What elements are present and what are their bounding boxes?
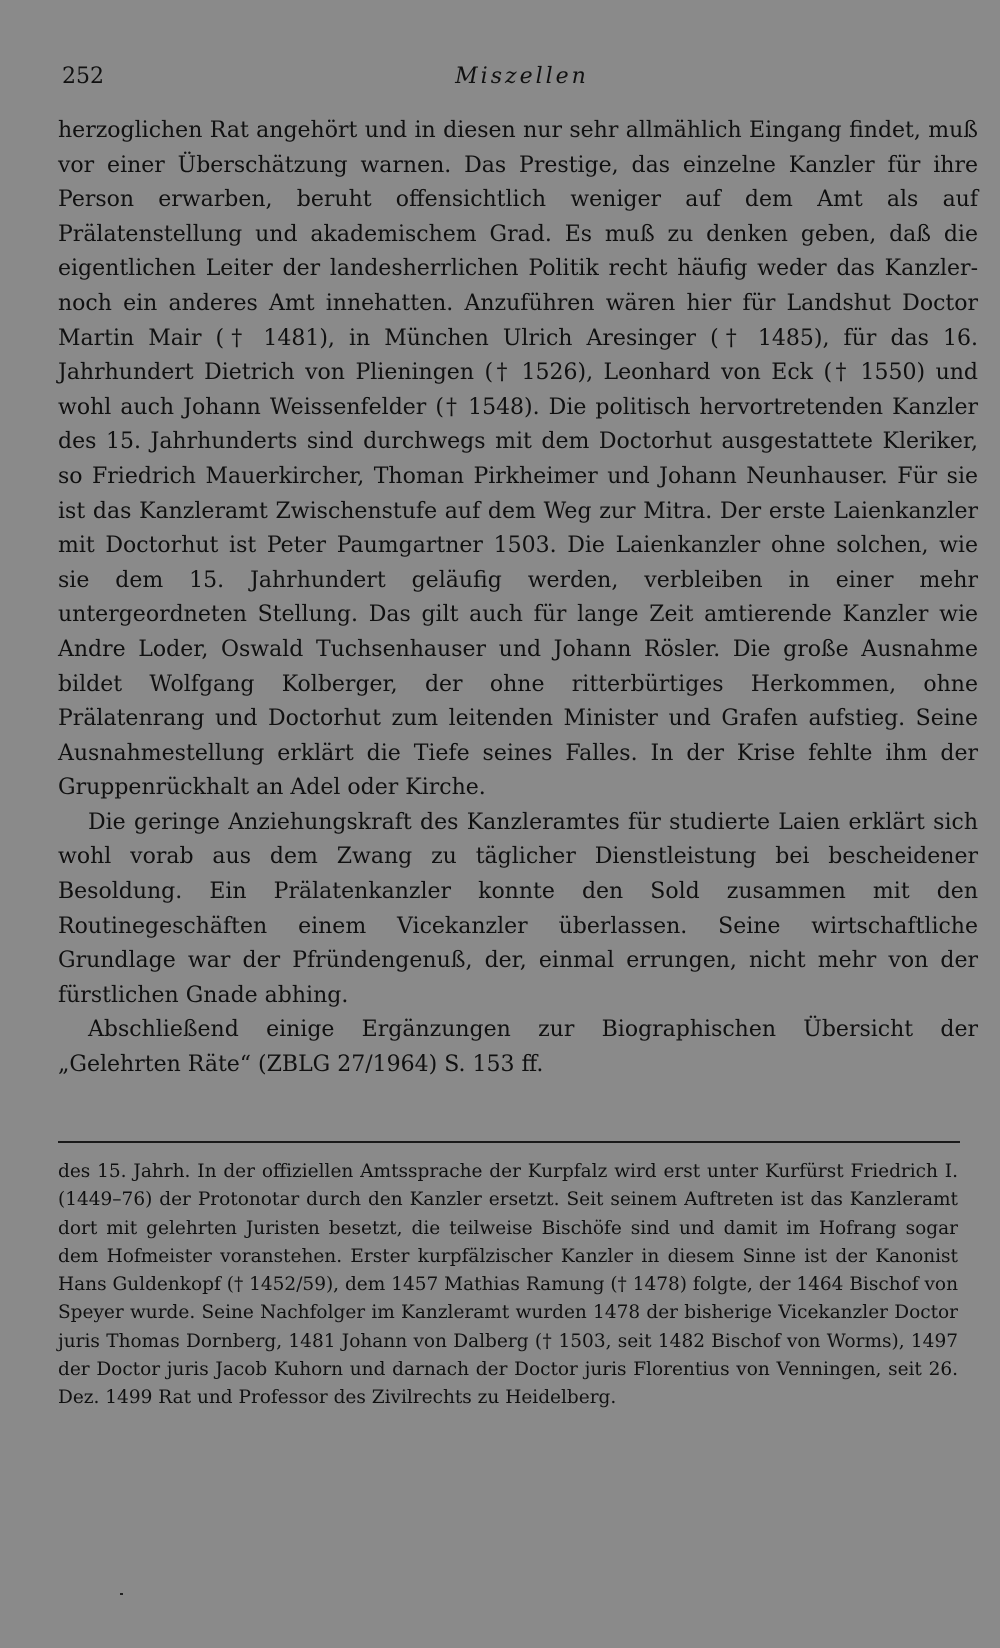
running-head: Miszellen [455,64,589,89]
body-paragraph: Abschließend einige Ergänzungen zur Biographischen Übersicht der „Gelehrten Räte“ (ZBLG 27/1964) S. 153 ff. [58,1017,978,1078]
footnote [58,1158,958,1413]
scan-speck [120,1593,123,1595]
body-paragraph: Die geringe Anziehungskraft des Kanzleramtes für studierte Laien erklärt sich wohl vorab aus dem Zwang zu täglicher Dienstleistung bei bescheidener Besoldung. Ein Prälatenkanzler konnte den Sold zusammen mit den Routinegeschäften einem Vicekanzler überlassen. Seine wirtschaftliche Grundlage war der Pfründengenuß, der, einmal errungen, nicht mehr von der fürstlichen Gnade abhing. [58,809,978,1008]
footnote-divider [58,1141,960,1143]
page-number: 252 [62,64,104,89]
footnote-text: des 15. Jahrh. In der offiziellen Amtssprache der Kurpfalz wird erst unter Kurfürst Friedrich I. (1449–76) der Protonotar durch den Kanzler ersetzt. Seit seinem Auftreten ist das Kanzleramt dort mit gelehrten Juristen besetzt, die teilweise Bischöfe sind und damit im Hofrang sogar dem Hofmeister voranstehen. Erster kurpfälzischer Kanzler in diesem Sinne ist der Kanonist Hans Guldenkopf († 1452/59), dem 1457 Mathias Ramung († 1478) folgte, der 1464 Bischof von Speyer wurde. Seine Nachfolger im Kanzleramt wurden 1478 der bisherige Vicekanzler Doctor juris Thomas Dornberg, 1481 Johann von Dalberg († 1503, seit 1482 Bischof von Worms), 1497 der Doctor juris Jacob Kuhorn und darnach der Doctor juris Florentius von Venningen, seit 26. Dez. 1499 Rat und Professor des Zivilrechts zu Heidelberg. [58,1161,958,1409]
page-header [62,58,982,94]
body-paragraph: herzoglichen Rat angehört und in diesen nur sehr allmählich Eingang findet, muß vor einer Überschätzung warnen. Das Prestige, das einzelne Kanzler für ihre Person erwarben, beruht offensichtlich weniger auf dem Amt als auf Prälatenstellung und akademischem Grad. Es muß zu denken geben, daß die eigentlichen Leiter der landesherrlichen Politik recht häufig weder das Kanzler- noch ein anderes Amt innehatten. Anzuführen wären hier für Landshut Doctor Martin Mair († 1481), in München Ulrich Aresinger († 1485), für das 16. Jahrhundert Dietrich von Plieningen († 1526), Leonhard von Eck († 1550) und wohl auch Johann Weissenfelder († 1548). Die politisch hervortretenden Kanzler des 15. Jahrhunderts sind durchwegs mit dem Doctorhut ausgestattete Kleriker, so Friedrich Mauerkircher, Thoman Pirkheimer und Johann Neunhauser. Für sie ist das Kanzleramt Zwischenstufe auf dem Weg zur Mitra. Der erste Laienkanzler mit Doctorhut ist Peter Paumgartner 1503. Die Laienkanzler ohne solchen, wie sie dem 15. Jahrhundert geläufig werden, verbleiben in einer mehr untergeordneten Stellung. Das gilt auch für lange Zeit amtierende Kanzler wie Andre Loder, Oswald Tuchsenhauser und Johann Rösler. Die große Ausnahme bildet Wolfgang Kolberger, der ohne ritterbürtiges Herkommen, ohne Prälatenrang und Doctorhut zum leitenden Minister und Grafen aufstieg. Seine Ausnahmestellung erklärt die Tiefe seines Falles. In der Krise fehlte ihm der Gruppenrückhalt an Adel oder Kirche. [58,118,978,801]
main-text [58,114,978,1083]
